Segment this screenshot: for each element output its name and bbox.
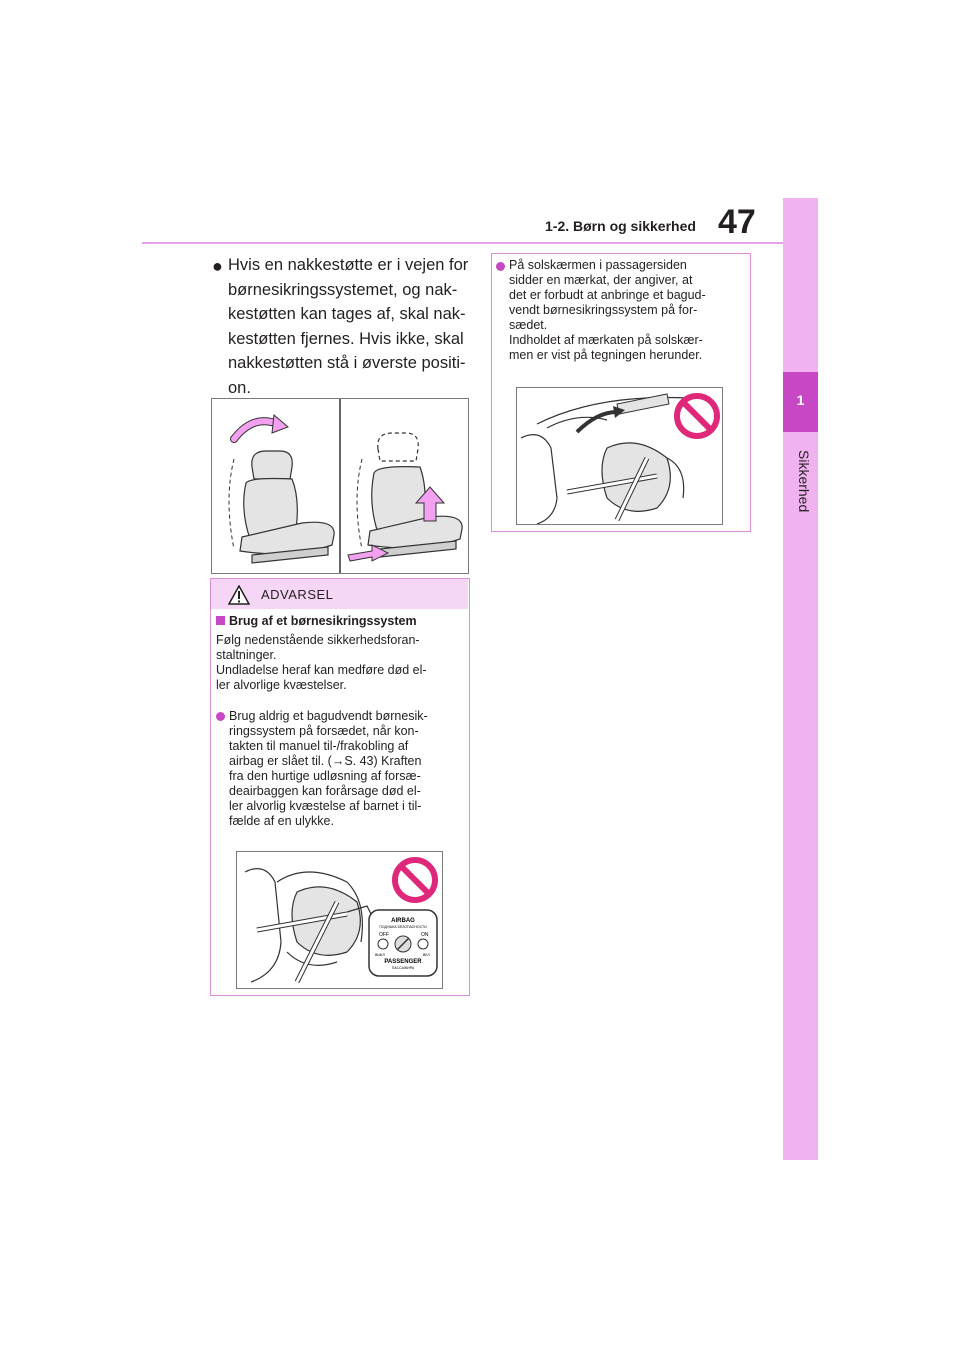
- prohibited-icon: [395, 860, 435, 900]
- chapter-title: Sikkerhed: [796, 450, 812, 513]
- info-line: sidder en mærkat, der angiver, at: [509, 273, 693, 287]
- warning-bullet-line: Brug aldrig et bagudvendt børnesik-: [229, 709, 428, 723]
- warning-paragraph: [216, 633, 464, 693]
- main-line: kestøtten kan tages af, skal nak-: [228, 305, 466, 323]
- airbag-label-on-sub: ВКЛ: [423, 953, 430, 957]
- prohibited-icon: [677, 396, 717, 436]
- warning-bullet-line: fra den hurtige udløsning af forsæ-: [229, 769, 421, 783]
- info-line: Indholdet af mærkaten på solskær-: [509, 333, 703, 347]
- airbag-label-on: ON: [421, 932, 429, 938]
- warning-bullet-line: ringssystem på forsædet, når kon-: [229, 724, 419, 738]
- info-line: det er forbudt at anbringe et bagud-: [509, 288, 706, 302]
- warning-bullet-paragraph: [229, 709, 465, 829]
- warning-triangle-icon: [228, 585, 250, 610]
- main-line: nakkestøtten stå i øverste positi-: [228, 354, 466, 372]
- warning-line: staltninger.: [216, 648, 277, 662]
- info-line: vendt børnesikringssystem på for-: [509, 303, 698, 317]
- seat-left: [240, 451, 334, 563]
- airbag-label-bottom: PASSENGER: [384, 959, 422, 965]
- main-line: Hvis en nakkestøtte er i vejen for: [228, 256, 469, 274]
- page-number: 47: [718, 203, 756, 241]
- warning-bullet-line: ler alvorlig kvæstelse af barnet i til-: [229, 799, 422, 813]
- main-line: kestøtten fjernes. Hvis ikke, skal: [228, 329, 464, 348]
- info-paragraph: [509, 258, 745, 363]
- warning-line: Følg nedenstående sikkerhedsforan-: [216, 633, 420, 647]
- square-bullet-icon: [216, 616, 225, 625]
- warning-subheading: [216, 614, 417, 628]
- info-line: men er vist på tegningen herunder.: [509, 348, 703, 362]
- warning-title: ADVARSEL: [261, 587, 334, 602]
- airbag-label-top: AIRBAG: [391, 918, 415, 924]
- warning-bullet-line: airbag er slået til. (→S. 43) Kraften: [229, 754, 422, 768]
- seat-right: [368, 433, 462, 557]
- airbag-drawing: [237, 852, 442, 988]
- main-paragraph: [228, 253, 473, 400]
- headrest-removal-illustration: [211, 398, 469, 574]
- airbag-label-off-sub: ВЫКЛ: [375, 953, 385, 957]
- chapter-number: 1: [796, 392, 805, 408]
- airbag-label-bottom-sub: ПАССАЖИРА: [391, 966, 415, 970]
- warning-line: Undladelse heraf kan medføre død el-: [216, 663, 427, 677]
- airbag-warning-illustration: [236, 851, 443, 989]
- airbag-label-off: OFF: [379, 932, 389, 938]
- info-line: sædet.: [509, 318, 548, 332]
- bullet-dot-icon: [216, 712, 225, 721]
- main-line: børnesikringssystemet, og nak-: [228, 280, 458, 299]
- bullet-dot-icon: [496, 262, 505, 271]
- main-bullet: ●: [212, 256, 223, 276]
- warning-line: ler alvorlige kvæstelser.: [216, 678, 347, 692]
- warning-bullet-line: fælde af en ulykke.: [229, 814, 334, 828]
- section-title: 1-2. Børn og sikkerhed: [545, 218, 696, 234]
- info-line: På solskærmen i passagersiden: [509, 258, 687, 272]
- seat-drawing: [212, 399, 468, 573]
- warning-bullet-line: deairbaggen kan forårsage død el-: [229, 784, 421, 798]
- warning-subheading-text: Brug af et børnesikringssystem: [229, 614, 417, 628]
- airbag-label-top-sub: ПОДУШКА БЕЗОПАСНОСТИ: [379, 925, 427, 929]
- sun-visor-illustration: [516, 387, 723, 525]
- header-rule: [142, 242, 783, 244]
- chapter-side-tab: [783, 198, 818, 1160]
- main-line: on.: [228, 378, 251, 397]
- visor-drawing: [517, 388, 722, 524]
- warning-bullet-line: takten til manuel til-/frakobling af: [229, 739, 409, 753]
